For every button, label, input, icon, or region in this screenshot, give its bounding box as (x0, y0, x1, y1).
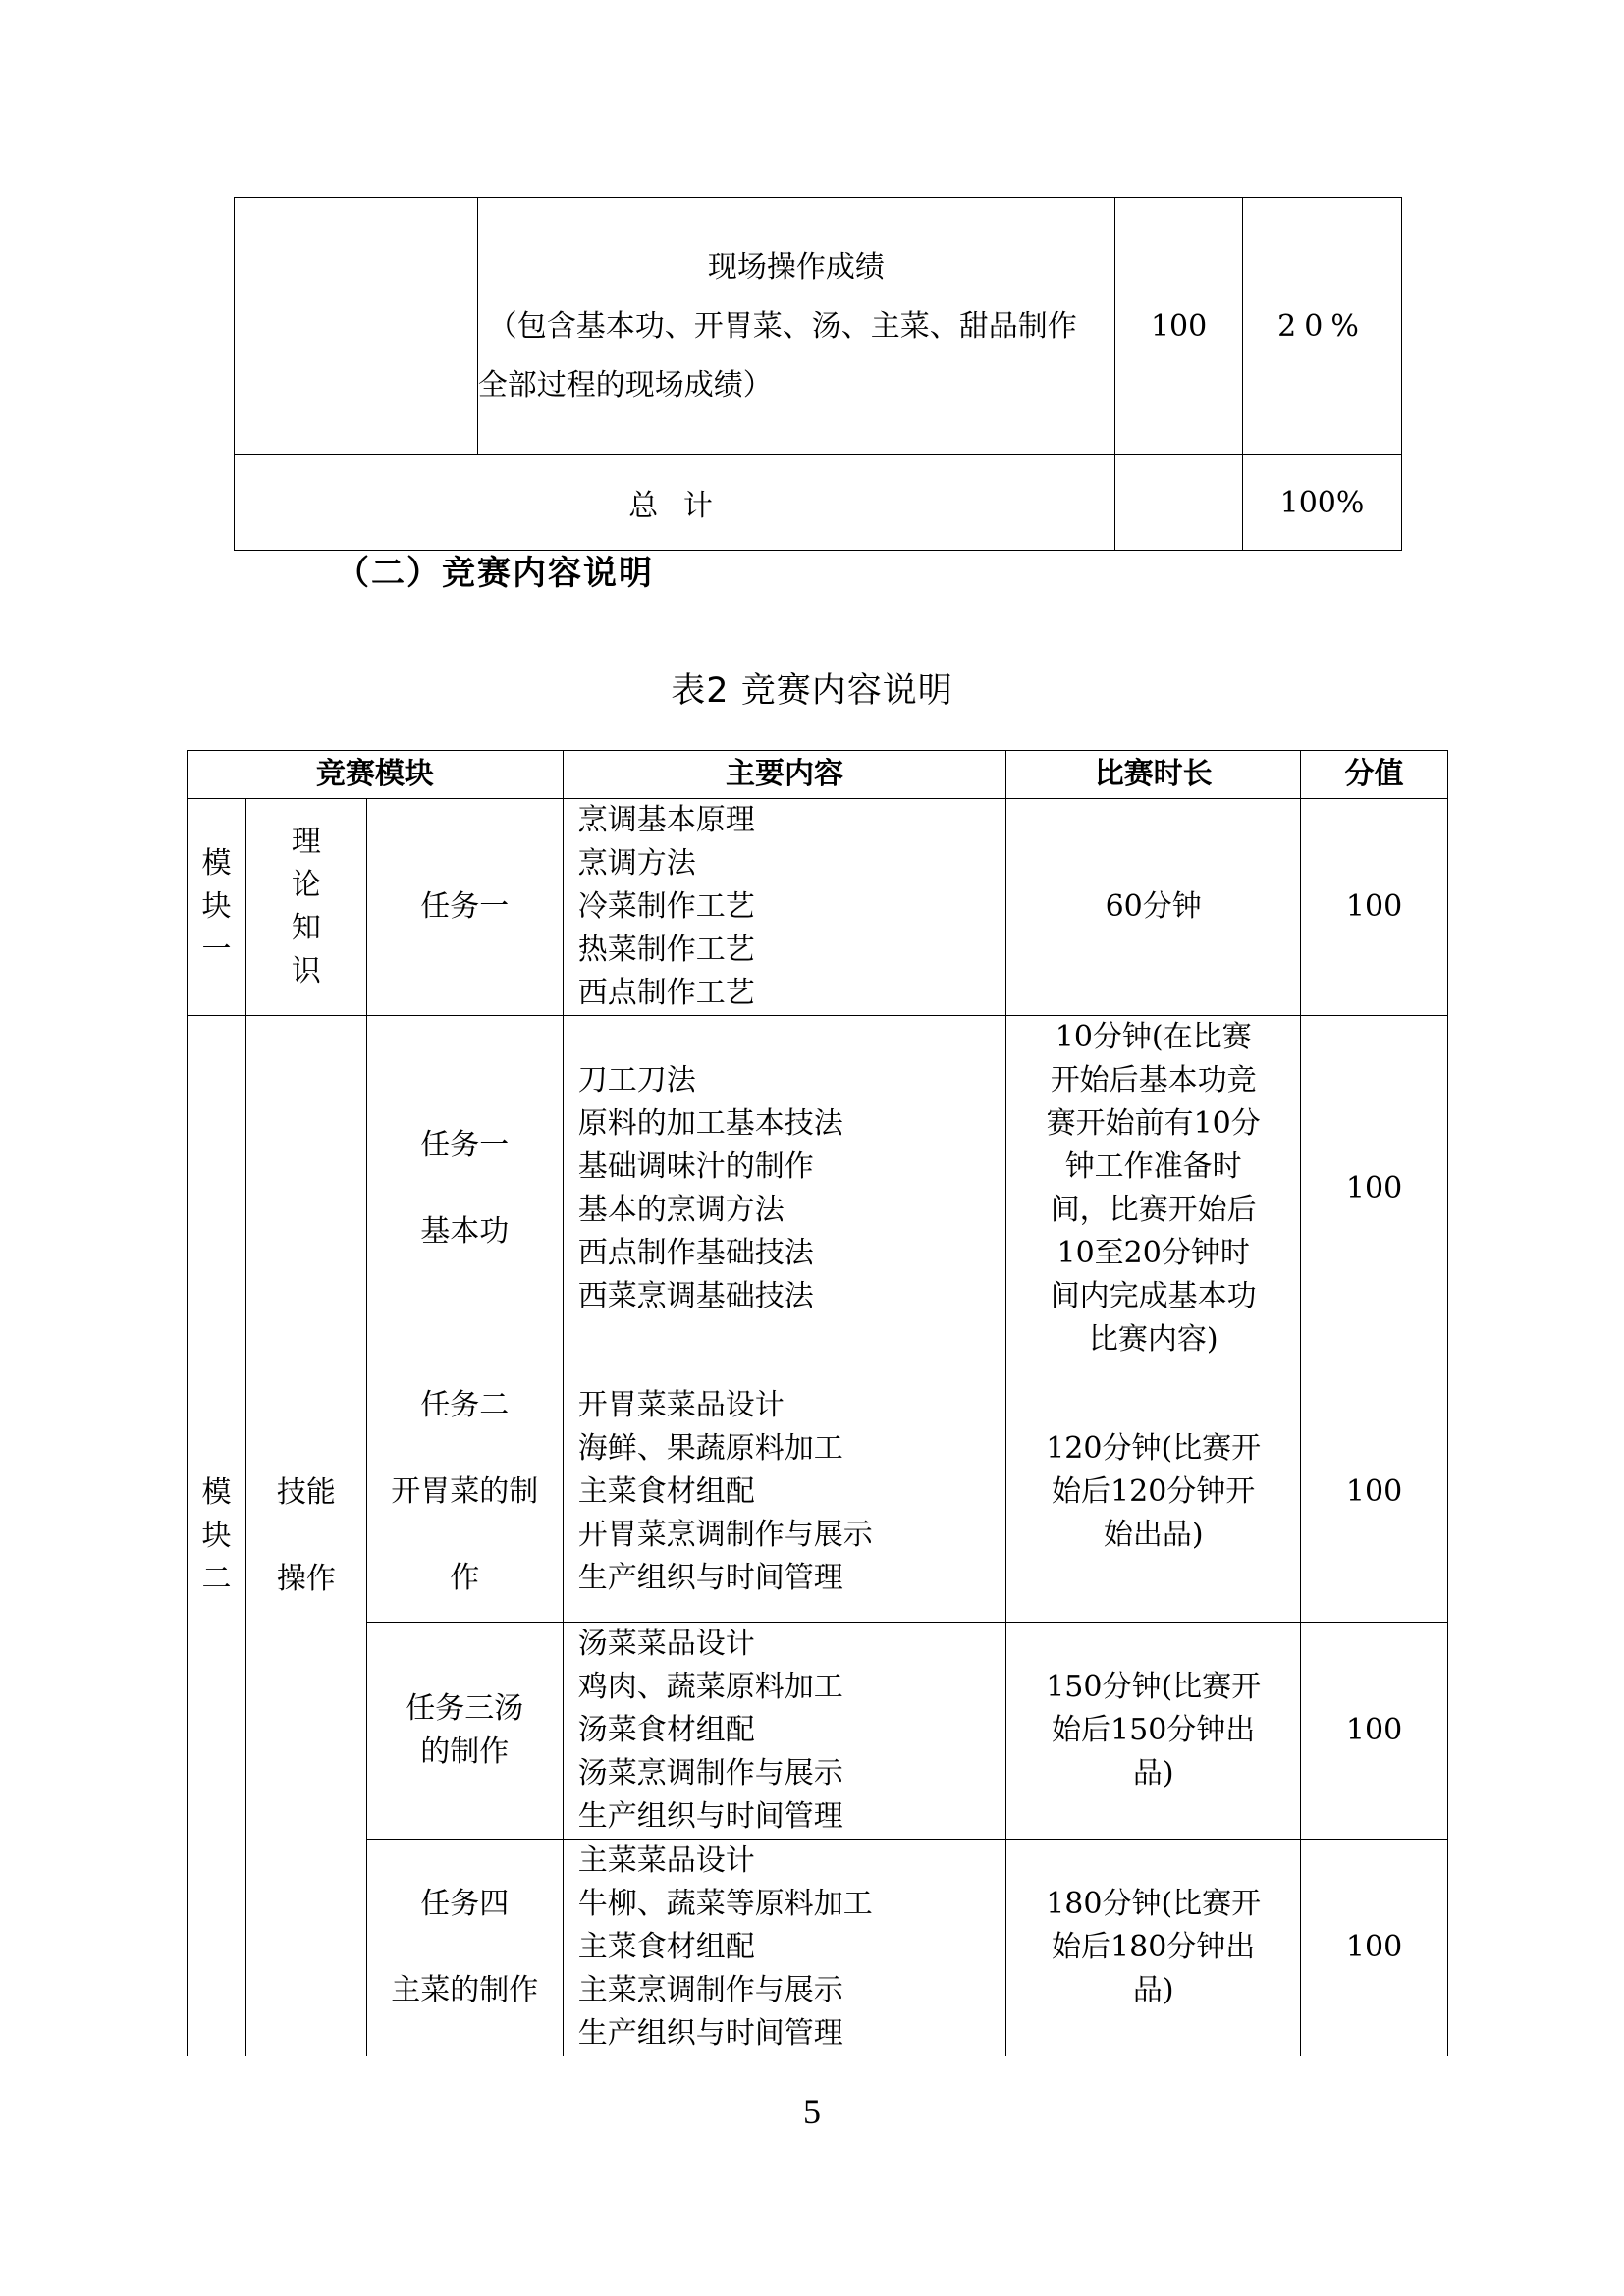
module2-name: 模 块 二 (188, 1016, 246, 2056)
table-caption: 表2 竞赛内容说明 (671, 671, 953, 711)
total-weight: 100% (1243, 455, 1402, 551)
task-duration: 10分钟(在比赛 开始后基本功竞 赛开始前有10分 钟工作准备时 间，比赛开始后 10至20分钟时 间内完成基本功 比赛内容) (1006, 1016, 1301, 1362)
task-score: 100 (1301, 1840, 1448, 2056)
empty-cell (235, 198, 478, 455)
onsite-score: 100 (1115, 198, 1243, 455)
header-duration: 比赛时长 (1006, 751, 1301, 799)
task-content: 开胃菜菜品设计 海鲜、果蔬原料加工 主菜食材组配 开胃菜烹调制作与展示 生产组织与时间管理 (563, 1362, 1006, 1623)
module2-category: 技能 操作 (245, 1016, 366, 2056)
onsite-description-cell (477, 198, 1114, 455)
task-content: 主菜菜品设计 牛柳、蔬菜等原料加工 主菜食材组配 主菜烹调制作与展示 生产组织与时间管理 (563, 1840, 1006, 2056)
task-score: 100 (1301, 1362, 1448, 1623)
module1-task: 任务一 (366, 799, 563, 1016)
score-summary-table (234, 197, 1402, 551)
task-duration: 180分钟(比赛开 始后180分钟出 品) (1006, 1840, 1301, 2056)
onsite-desc-line1: （包含基本功、开胃菜、汤、主菜、甜品制作 (487, 308, 1077, 344)
module1-name: 模 块 一 (188, 799, 246, 1016)
task-cell: 任务三汤 的制作 (366, 1623, 563, 1840)
total-label: 总 计 (235, 455, 1115, 551)
task-score: 100 (1301, 1623, 1448, 1840)
task-content: 汤菜菜品设计 鸡肉、蔬菜原料加工 汤菜食材组配 汤菜烹调制作与展示 生产组织与时间管理 (563, 1623, 1006, 1840)
task-cell: 任务二 开胃菜的制 作 (366, 1362, 563, 1623)
task-duration: 120分钟(比赛开 始后120分钟开 始出品) (1006, 1362, 1301, 1623)
competition-content-table (187, 750, 1448, 2056)
task-content: 刀工刀法 原料的加工基本技法 基础调味汁的制作 基本的烹调方法 西点制作基础技法 西菜烹调基础技法 (563, 1016, 1006, 1362)
task-score: 100 (1301, 1016, 1448, 1362)
onsite-weight: 20% (1243, 198, 1402, 455)
task-cell: 任务一 基本功 (366, 1016, 563, 1362)
onsite-desc-line2: 全部过程的现场成绩） (477, 367, 773, 402)
module1-content: 烹调基本原理 烹调方法 冷菜制作工艺 热菜制作工艺 西点制作工艺 (563, 799, 1006, 1016)
section-heading: （二）竞赛内容说明 (336, 554, 654, 593)
task-duration: 150分钟(比赛开 始后150分钟出 品) (1006, 1623, 1301, 1840)
header-module: 竞赛模块 (188, 751, 564, 799)
header-score: 分值 (1301, 751, 1448, 799)
task-cell: 任务四 主菜的制作 (366, 1840, 563, 2056)
page-number: 5 (803, 2092, 821, 2131)
empty-cell (1115, 455, 1243, 551)
onsite-title: 现场操作成绩 (707, 249, 885, 285)
header-content: 主要内容 (563, 751, 1006, 799)
module1-duration: 60分钟 (1006, 799, 1301, 1016)
module1-category: 理 论 知 识 (245, 799, 366, 1016)
module1-score: 100 (1301, 799, 1448, 1016)
